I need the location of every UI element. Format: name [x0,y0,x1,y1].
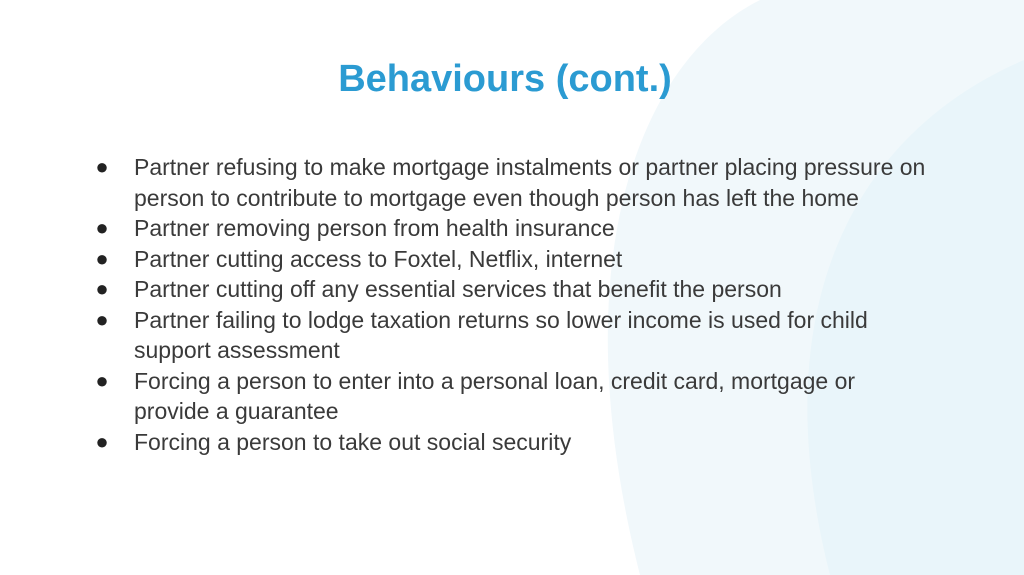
bullet-icon: ● [95,306,109,332]
bullet-text: Partner cutting off any essential services that benefit the person [134,276,782,302]
bullet-text: Forcing a person to take out social security [134,428,572,455]
bullet-text: Forcing a person to enter into a personal loan, credit card, mortgage or provide a guarantee [134,367,856,424]
bullet-icon: ● [95,428,109,454]
bullet-icon: ● [95,154,109,179]
bullet-text: Partner failing to lodge taxation returns so lower income is used for child support assessment [134,306,868,363]
bullet-item [90,152,930,213]
bullet-item [90,366,930,427]
bullet-item [90,213,930,244]
bullet-item [90,244,930,275]
bullet-icon: ● [95,276,109,301]
bullet-icon: ● [95,367,109,393]
bullet-item [90,427,930,458]
bullet-icon: ● [95,215,109,240]
bullet-text: Partner cutting access to Foxtel, Netflix, internet [134,245,623,272]
bullet-item [90,274,930,305]
bullet-icon: ● [95,245,109,271]
bullet-list [90,152,930,457]
bullet-text: Partner refusing to make mortgage instalments or partner placing pressure on person to contribute to mortgage even though person has left the home [134,154,926,211]
bullet-item [90,305,930,366]
bullet-text: Partner removing person from health insurance [134,215,615,241]
slide-title: Behaviours (cont.) [338,58,672,100]
